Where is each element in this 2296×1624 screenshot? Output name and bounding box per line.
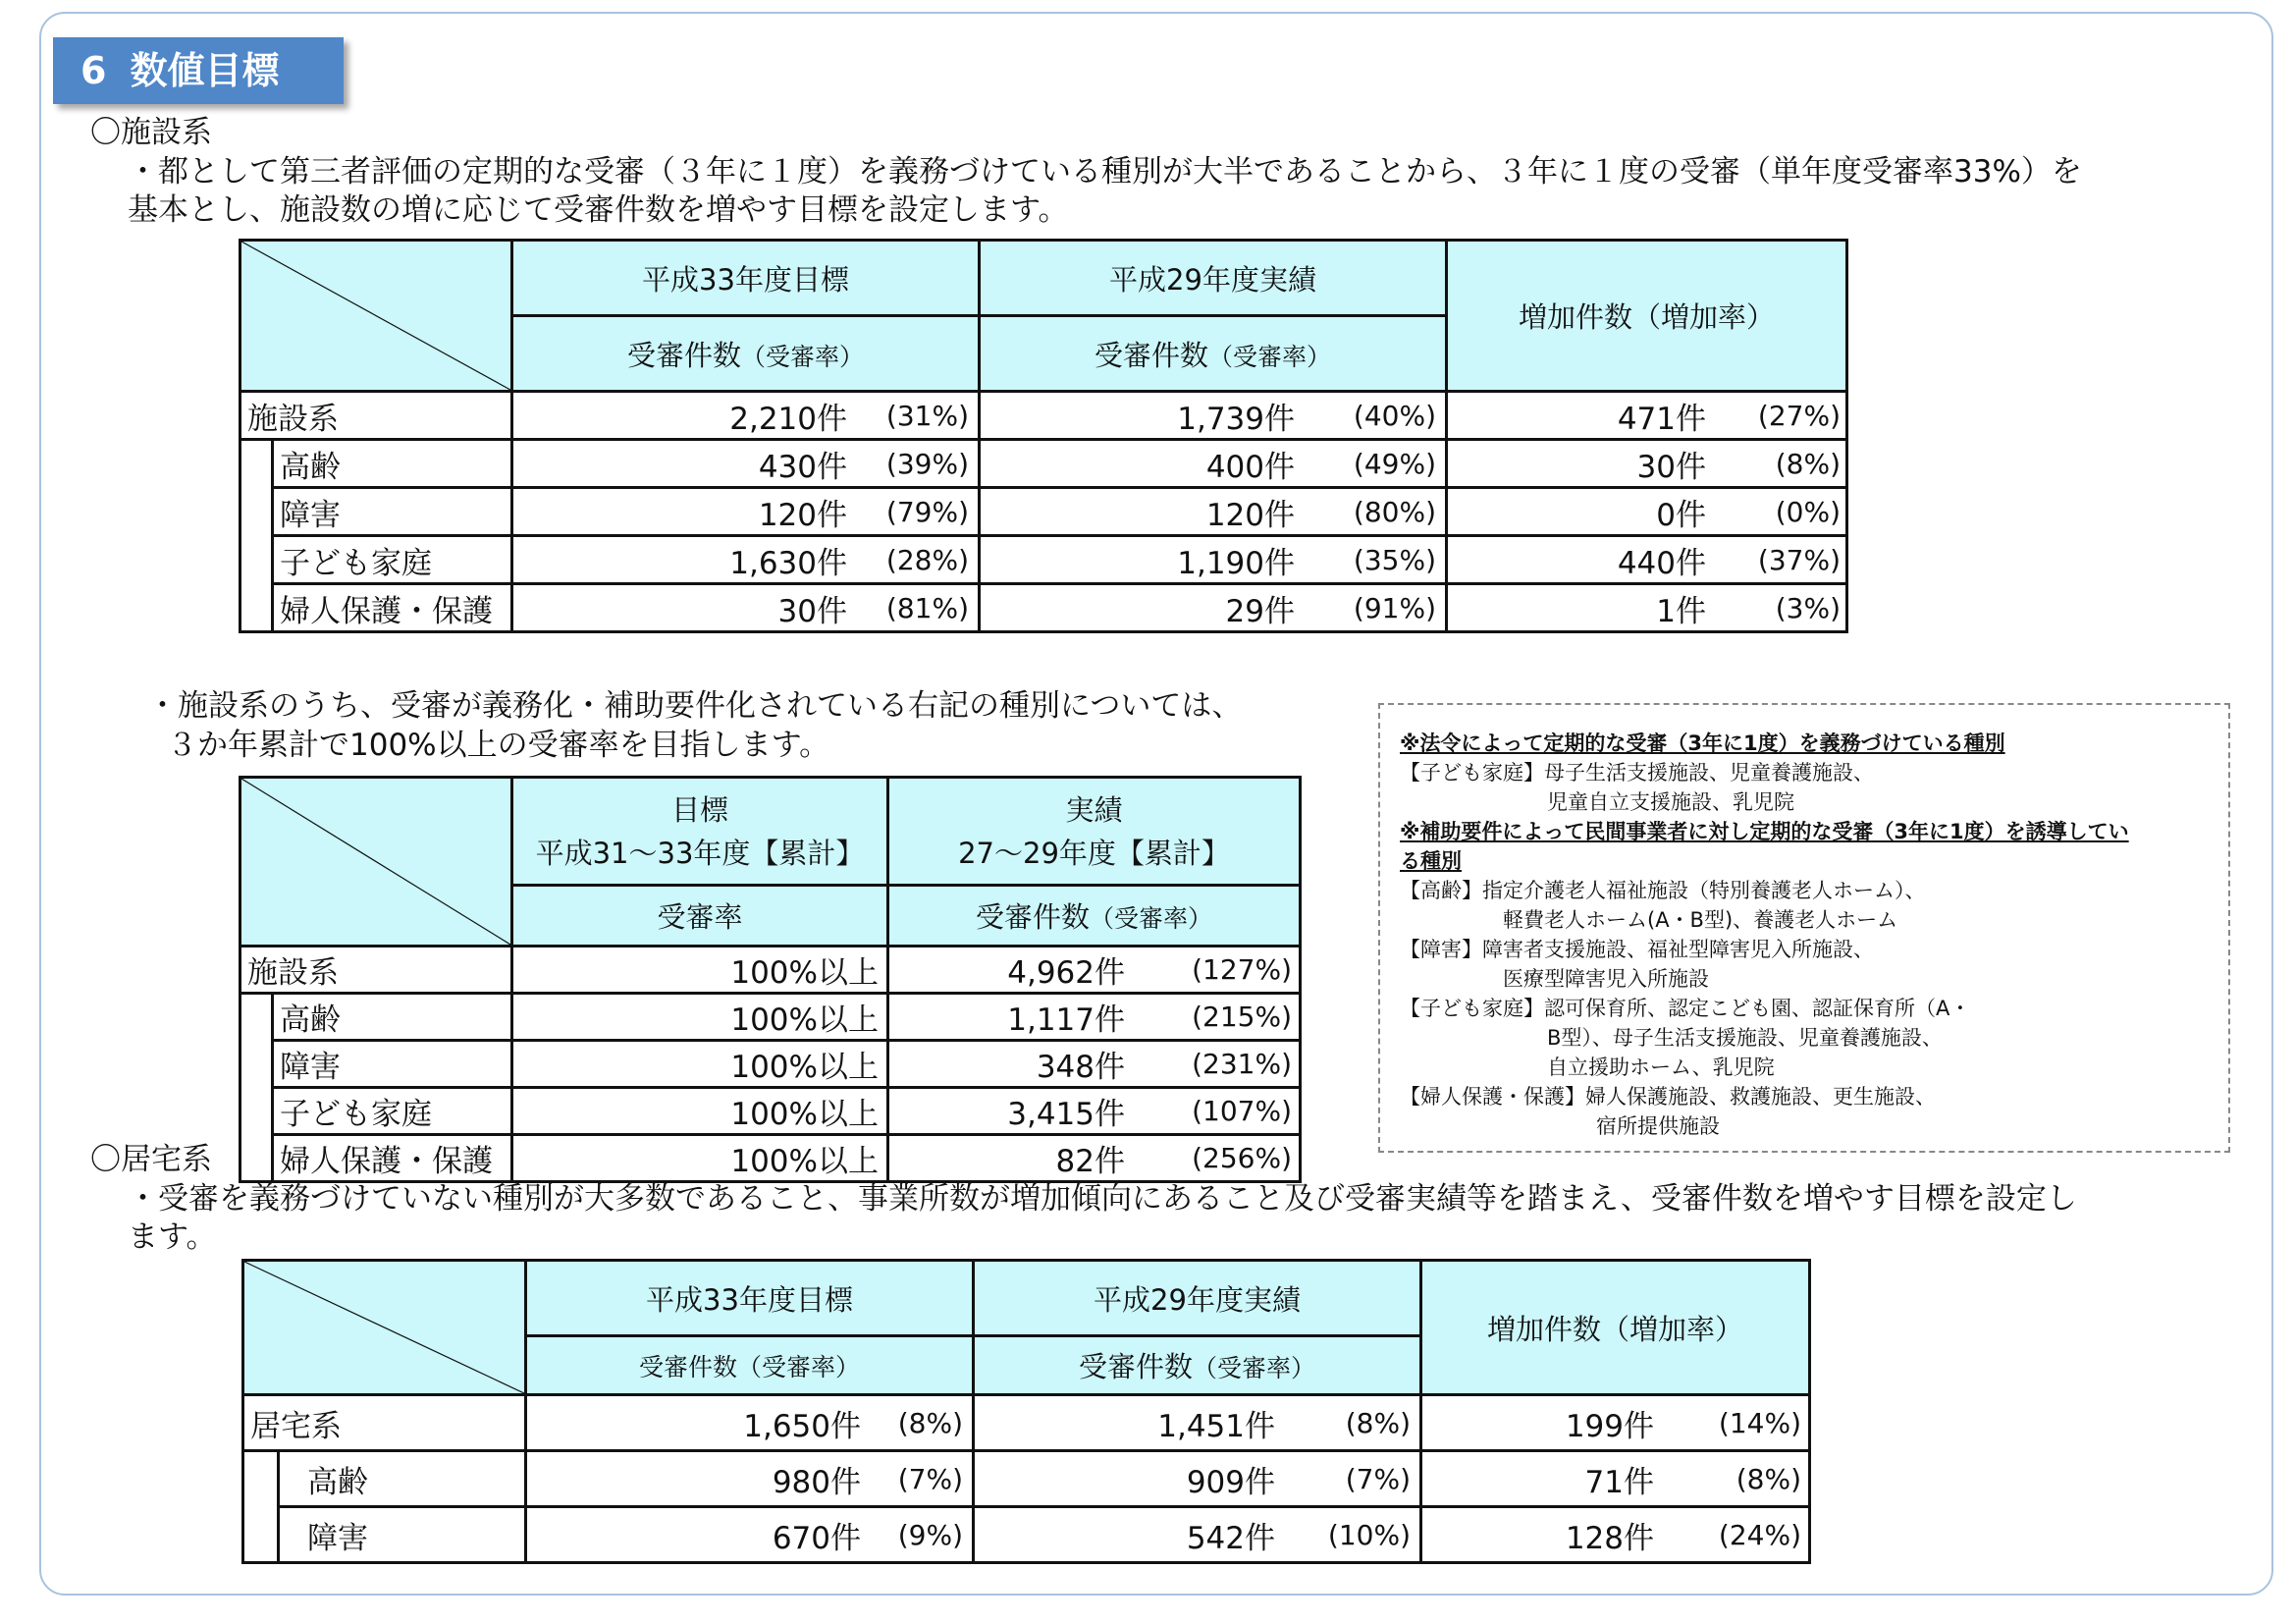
header-target-sub: 受審件数（受審率） [526, 1336, 974, 1395]
note-line: 医療型障害児入所施設 [1503, 967, 1709, 991]
header-actual: 平成29年度実績 [980, 241, 1447, 316]
target-rate: (8%) [897, 1406, 963, 1439]
header-target: 平成33年度目標 [526, 1261, 974, 1336]
header-actual-sub: 受審件数（受審率） [888, 886, 1301, 947]
table-row [243, 1395, 1810, 1451]
increase-count: 471件 [1617, 401, 1706, 437]
row-label: 施設系 [240, 392, 512, 440]
row-label: 婦人保護・保護 [273, 584, 512, 632]
row-label: 高齢 [273, 440, 512, 488]
header-actual-sub: 受審件数（受審率） [974, 1336, 1421, 1395]
actual-count: 1,451件 [1157, 1408, 1275, 1444]
row-label: 障害 [273, 488, 512, 536]
target-count: 2,210件 [729, 401, 847, 437]
row-label: 居宅系 [243, 1395, 526, 1451]
table-row: 障害 120件 (79%) 120件 (80%) 0件 (0%) [240, 488, 1847, 536]
bullet-2-line-2: ３か年累計で100%以上の受審率を目指します。 [167, 728, 830, 763]
row-label: 高齢 [273, 994, 512, 1041]
header-target-sub: 受審率 [512, 886, 888, 947]
note-line: 軽費老人ホーム(A・B型)、養護老人ホーム [1503, 908, 1898, 932]
note-line: 【障害】障害者支援施設、福祉型障害児入所施設、 [1400, 938, 1874, 961]
row-label: 障害 [273, 1041, 512, 1088]
heading-number: 6 [80, 49, 107, 92]
row-label: 施設系 [240, 947, 512, 994]
home-target-table [241, 1259, 1811, 1564]
row-label: 高齢 [279, 1451, 526, 1507]
table-row: 障害 670件 (9%) 542件 (10%) 128件 (24%) [243, 1507, 1810, 1563]
row-label: 障害 [279, 1507, 526, 1563]
note-line: 【高齢】指定介護老人福祉施設（特別養護老人ホーム）、 [1400, 879, 1926, 902]
header-actual: 実績 27～29年度【累計】 [888, 778, 1301, 886]
table-row: 高齢 980件 (7%) 909件 (7%) 71件 (8%) [243, 1451, 1810, 1507]
increase-rate: (14%) [1718, 1406, 1801, 1439]
facility-cumulative-table [239, 776, 1302, 1183]
bullet-3-line-1: ・受審を義務づけていない種別が大多数であること、事業所数が増加傾向にあること及び受審実績等を踏まえ、受審件数を増やす目標を設定し [128, 1181, 2077, 1217]
table-row: 子ども家庭 100%以上 3,415件 (107%) [240, 1088, 1301, 1135]
header-corner [240, 778, 512, 947]
heading-title: 数値目標 [130, 49, 280, 92]
header-increase: 増加件数（増加率） [1447, 241, 1847, 392]
note-box [1378, 703, 2230, 1153]
actual-rate: (127%) [1192, 953, 1292, 986]
header-target: 目標 平成31～33年度【累計】 [512, 778, 888, 886]
row-label: 子ども家庭 [273, 1088, 512, 1135]
actual-count: 4,962件 [1007, 955, 1125, 991]
header-increase: 増加件数（増加率） [1421, 1261, 1810, 1395]
bullet-2-line-1: ・施設系のうち、受審が義務化・補助要件化されている右記の種別については、 [147, 688, 1243, 724]
header-target-sub: 受審件数（受審率） [512, 316, 980, 392]
actual-rate: (8%) [1345, 1406, 1411, 1439]
bullet-3-line-2: ます。 [128, 1219, 217, 1255]
header-target: 平成33年度目標 [512, 241, 980, 316]
increase-rate: (27%) [1757, 399, 1841, 432]
actual-rate: (40%) [1353, 399, 1436, 432]
section-label-facility: 〇施設系 [90, 115, 212, 150]
note-line: 児童自立支援施設、乳児院 [1547, 790, 1794, 814]
table-row: 婦人保護・保護 100%以上 82件 (256%) [240, 1135, 1301, 1182]
note-heading-subsidy: ※補助要件によって民間事業者に対し定期的な受審（3年に1度）を誘導してい [1400, 820, 2129, 843]
increase-count: 199件 [1565, 1408, 1654, 1444]
header-corner [240, 241, 512, 392]
bullet-1-line-1: ・都として第三者評価の定期的な受審（３年に１度）を義務づけている種別が大半であることから、３年に１度の受審（単年度受審率33%）を [128, 154, 2082, 189]
note-line: 【婦人保護・保護】婦人保護施設、救護施設、更生施設、 [1400, 1085, 1936, 1109]
note-line: 自立援助ホーム、乳児院 [1547, 1056, 1775, 1079]
header-actual-sub: 受審件数（受審率） [980, 316, 1447, 392]
table-row: 子ども家庭 1,630件 (28%) 1,190件 (35%) 440件 (37%) [240, 536, 1847, 584]
section-heading [53, 37, 344, 104]
table-row: 障害 100%以上 348件 (231%) [240, 1041, 1301, 1088]
note-heading-mandatory: ※法令によって定期的な受審（3年に1度）を義務づけている種別 [1400, 731, 2005, 755]
table-row [240, 947, 1301, 994]
target-count: 1,650件 [743, 1408, 861, 1444]
target-rate: 100%以上 [730, 955, 879, 991]
table-row: 高齢 430件 (39%) 400件 (49%) 30件 (8%) [240, 440, 1847, 488]
note-line: 【子ども家庭】認可保育所、認定こども園、認証保育所（A・ [1400, 997, 1971, 1020]
section-label-home: 〇居宅系 [90, 1142, 212, 1177]
note-line: B型）、母子生活支援施設、児童養護施設、 [1547, 1026, 1943, 1050]
row-label: 子ども家庭 [273, 536, 512, 584]
note-line: 宿所提供施設 [1596, 1114, 1720, 1138]
table-row: 高齢 100%以上 1,117件 (215%) [240, 994, 1301, 1041]
target-rate: (31%) [885, 399, 969, 432]
header-corner [243, 1261, 526, 1395]
header-actual: 平成29年度実績 [974, 1261, 1421, 1336]
facility-target-table [239, 239, 1848, 633]
note-line: 【子ども家庭】母子生活支援施設、児童養護施設、 [1400, 761, 1874, 785]
table-row: 婦人保護・保護 30件 (81%) 29件 (91%) 1件 (3%) [240, 584, 1847, 632]
bullet-1-line-2: 基本とし、施設数の増に応じて受審件数を増やす目標を設定します。 [128, 192, 1069, 228]
actual-count: 1,739件 [1177, 401, 1295, 437]
table-row [240, 392, 1847, 440]
note-heading-subsidy-cont: る種別 [1400, 849, 1462, 873]
row-label: 婦人保護・保護 [273, 1135, 512, 1182]
